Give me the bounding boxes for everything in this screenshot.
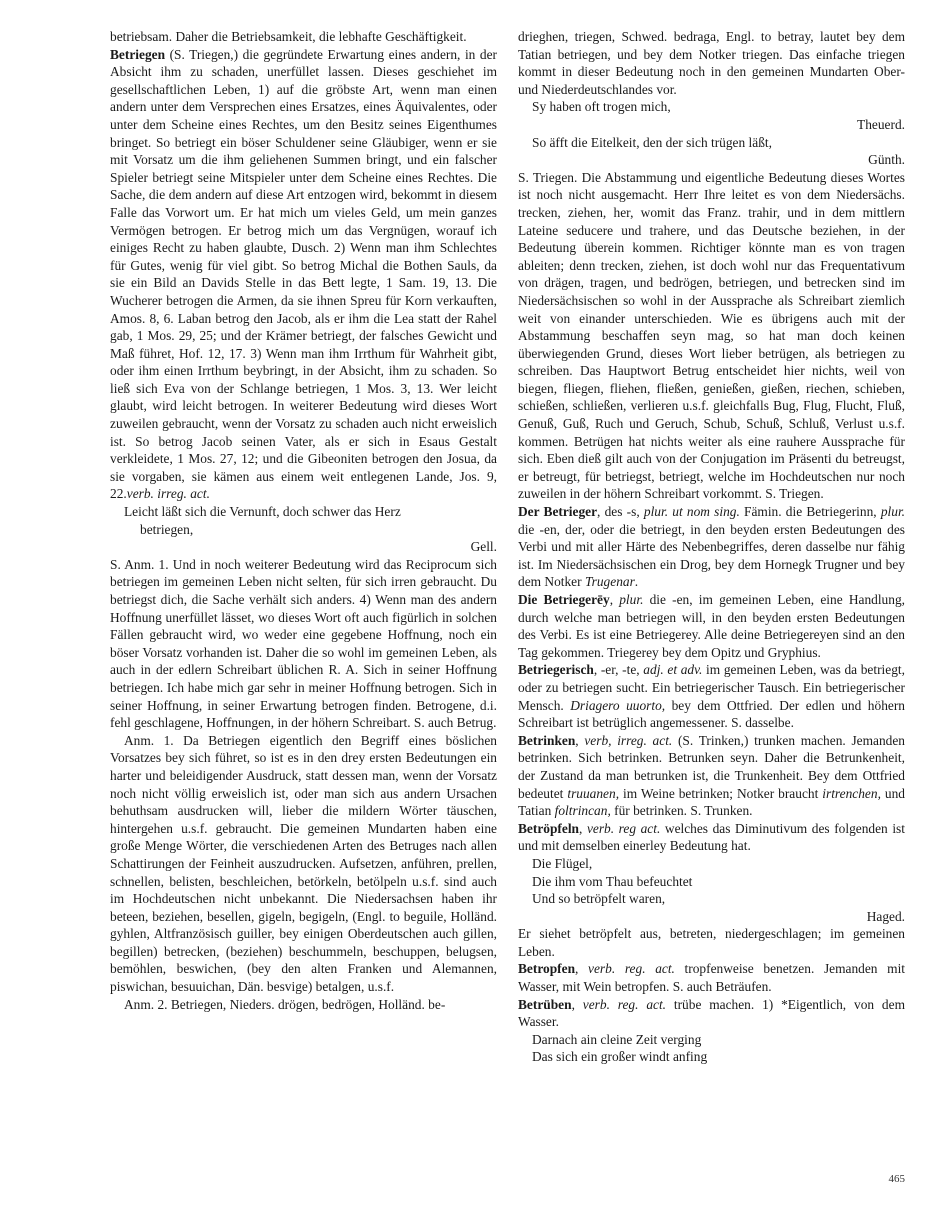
entry-text: ,: [575, 732, 585, 748]
paragraph: S. Triegen. Die Abstammung und eigentliche Bedeutung dieses Wortes ist noch nicht ausgemacht. Herr Ihre leitet es von dem Niedersächs. trecken, ziehen, her, womit das Franz. trahir, und in dem mittlern Lateine seducere und trahere, und das Deutsche beziehen, in der Bedeutung überein kommen. Richtiger könnte man es von tragen ableiten; denn trecken, ziehen, ist doch wohl nur das Frequentativum von drägen, tragen, und bedrögen, betriegen, und betrecken sind im Niedersächsischen so wohl in der Aussprache als Schreibart ziemlich weit von einander unterschieden. Wie es übrigens auch mit der Abstammung beschaffen seyn mag, so hat man doch keinen überwiegenden Grund, dieses Wort lieber betrügen, als betriegen zu schreiben. Das Hauptwort Betrug entscheidet hier nichts, weil von biegen, fliegen, fliehen, fließen, genießen, gießen, riechen, schieben, schießen, schließen, verlieren u.s.f. gleichfalls Bug, Flug, Flucht, Fluß, Genuß, Guß, Ruch und Geruch, Schub, Schuß, Schluß, Verlust u.s.f. kommen. Betrügen hat nichts weiter als eine rauhere Aussprache für sich. Eben dieß gilt auch von der Conjugation im Präsenti du betreugst, er betreugt, für betriegst, betriegt, welche im Hochdeutschen nur noch zuweilen in der höhern Schreibart vorkommt. S. Triegen.: [518, 169, 905, 502]
verse-line: Die Flügel,: [532, 855, 593, 871]
verse-line: Die ihm vom Thau befeuchtet: [532, 873, 693, 889]
paragraph: S. Anm. 1. Und in noch weiterer Bedeutung wird das Reciprocum sich betriegen im gemeinen Leben nicht selten, für sich irren gebraucht. Du betriegst dich, die Sache verhält sich anders. 4) Wenn man des andern Hoffnung unerfüllet lässet, wo dieses Wort oft auch figürlich in solchen Fällen gebraucht wird, wo weder eine gegebene Hoffnung, noch ein böser Vorsatz vorhanden ist. Daher die so wohl im gemeinen Leben, als auch in der edlern Schreibart üblichen R. A. Sich in seiner Hoffnung betriegen. Ich habe mich gar sehr in meiner Hoffnung betrogen. Sich in seiner Hoffnung, in seiner Erwartung betrogen finden. Betrogene, d.i. fehl geschlagene, Hoffnungen, in der höhern Schreibart. S. auch Betrug.: [110, 556, 497, 731]
entry-text: (S. Triegen,) die gegründete Erwartung eines andern, in der Absicht ihm zu schaden, unerfüllet lassen. Dieses geschiehet im gesellschaftlichen Leben, 1) auf die gröbste Art, wenn man einen andern unter dem Versprechen eines Ersatzes, eines Äquivalentes, oder unter dem Scheine eines Rechtes, um den Besitz seines Eigenthumes bringet. So betriegt ein böser Schuldener seine Gläubiger, wenn er sie mit Vorsatz um die ihm geliehenen Summen bringt, und ein falscher Spieler betriegt seine Mitspieler unter dem Scheine eines Rechtes. Die Sache, die dem andern auf diese Art entzogen wird, bekommt in diesem Falle das Vorwort um. Er hat mich um vieles Geld, um mein ganzes Vermögen betrogen. Er betrog mich um das Vergnügen, worauf ich einiges Recht zu haben glaubte, Dusch. 2) Wenn man ihm Schlechtes für Gutes, wenig für viel gibt. So betrog Michal die Bothen Sauls, da sie ein Bild an Davids Stelle in das Bett legte, 1 Sam. 19, 13. Die Wucherer betrogen die Armen, da sie ihnen Spreu für Korn verkauften, Amos. 8, 6. Laban betrog den Jacob, als er ihm die Lea statt der Rahel gab, 1 Mos. 29, 25; und der Krämer betriegt, der falsches Gewicht und Maß führet, Hof. 12, 17. 3) Wenn man ihm Irrthum für Wahrheit gibt, oder ihm einen Irrthum beybringt, in der Absicht, ihm zu schaden. So ließ sich Eva von der Schlange betriegen, 1 Mos. 3, 13. Wer leicht glaubt, wird leicht betrogen. In weiterer Bedeutung wird dieses Wort zuweilen gebraucht, wenn der Vorsatz zu schaden auch nicht erweislich ist. So betrog Jacob seinen Vater, als er sich in Esaus Gestalt verkleidete, 1 Mos. 27, 12; und die Gibeoniten betrogen den Josua, da sie vorgaben, sie kämen aus einem weit entlegenen Lande, Jos. 9, 22.: [110, 46, 497, 502]
entry-text: im Weine betrinken; Notker braucht: [619, 785, 823, 801]
quote-attribution: Haged.: [866, 908, 905, 924]
grammar-note: irtrenchen,: [822, 785, 881, 801]
quote-attribution: Günth.: [868, 152, 905, 168]
entry-text: ,: [579, 820, 587, 836]
entry-text: , des -s,: [597, 504, 644, 520]
paragraph: drieghen, triegen, Schwed. bedraga, Engl. to betray, lautet bey dem Tatian betriegen, und bey dem Notker triegen. Das einfache triegen kommt in dieser Bedeutung noch in den gemeinen Mundarten Ober- und Niederdeutschlandes vor.: [518, 29, 905, 97]
entry-text: Fämin. die Betriegerinn,: [739, 504, 881, 520]
verse-continuation: betriegen,: [140, 521, 194, 537]
entry-headword: Betröpfeln: [518, 820, 579, 836]
grammar-note: plur.: [619, 592, 644, 607]
dictionary-entry: [518, 996, 905, 1031]
verse-line: Sy haben oft trogen mich,: [532, 99, 671, 115]
paragraph: betriebsam. Daher die Betriebsamkeit, die lebhafte Geschäftigkeit.: [110, 29, 467, 44]
grammar-note: adj. et adv.: [643, 662, 703, 678]
entry-headword: Betrinken: [518, 732, 576, 748]
grammar-note: verb, irreg. act.: [584, 732, 673, 748]
entry-text: .: [634, 574, 639, 590]
verse-line: So äfft die Eitelkeit, den der sich trügen läßt,: [532, 134, 772, 150]
verse-line: Und so betröpfelt waren,: [532, 891, 666, 907]
entry-text: im gemeinen Leben, was da betriegt, oder zu betriegen sucht. Ein betriegerischer Tausch. Ein betriegerischer Mensch.: [518, 662, 905, 713]
dictionary-entry: [110, 46, 497, 503]
annotation-paragraph: Anm. 1. Da Betriegen eigentlich den Begriff eines böslichen Vorsatzes bey sich führet, so ist es in den drey ersten Bedeutungen ein harter und beleidigender Ausdruck, statt dessen man, wenn der Vorsatz noch nicht völlig erweislich ist, oder man sich aus andern Ursachen behuthsam ausdrucken will, lieber die mildern Wörter täuschen, hintergehen u.s.f. gebraucht. Die gemeinen Mundarten haben eine große Menge Wörter, die verschiedenen Arten des Betruges nach allen Schattirungen der Feinheit auszudrucken. Aufsetzen, anführen, prellen, schnellen, belisten, beschleichen, betörkeln, betölpeln u.s.f. sind auch im Hochdeutschen nicht unbekannt. Die Niedersachsen haben ihr beteen, beziehen, besellen, gigeln, begigeln, (Engl. to beguile, Holländ. gyhlen, Altfranzösisch guiller, bey einigen Oberdeutschen auch gillen, begillen) betrecken, (beziehen) beschummeln, beschuppen, belugsen, bemöhlen, beswichen, (bey den alten Franken und Alemannen, piswichan, besuuichan, Dän. besvige) betalgen, u.s.f.: [110, 732, 497, 995]
entry-text: die -en, der, oder die betriegt, in den beyden ersten Bedeutungen des Verbi und mit aller Härte des Nebenbegriffes, deren dasselbe nur fähig ist. Im Niedersächsischen ein Drog, bey dem Hornegk Trugner und bey dem Notker: [518, 521, 905, 590]
quote-attribution: Theuerd.: [857, 116, 905, 132]
annotation-paragraph: Anm. 2. Betriegen, Nieders. drögen, bedrögen, Holländ. be-: [124, 996, 446, 1012]
grammar-note: truuanen,: [567, 785, 620, 801]
dictionary-entry: [518, 661, 905, 731]
grammar-note: verb. reg. act.: [588, 961, 675, 977]
entry-text: welches das Diminutivum des folgenden ist und mit demselben einerley Bedeutung hat.: [518, 820, 905, 854]
entry-text: ,: [571, 996, 583, 1012]
verse-line: Leicht läßt sich die Vernunft, doch schwer das Herz: [124, 504, 401, 520]
dictionary-entry: [518, 960, 905, 995]
entry-text: ,: [609, 592, 620, 607]
entry-text: (S. Trinken,) trunken machen. Jemanden betrinken. Sich betrinken. Betrunken seyn. Daher die Betrunkenheit, der Zustand da man betrunken ist, die Trunkenheit. Bey dem Ottfried bedeutet: [518, 732, 905, 801]
entry-text: bey dem Ottfried. Der edlen und höhern Schreibart ist betrüglich angemessener. S. dasselbe.: [518, 697, 905, 731]
entry-text: tropfenweise benetzen. Jemanden mit Wasser, mit Wein betropfen. S. auch Beträufen.: [518, 961, 906, 995]
dictionary-entry: [518, 820, 905, 855]
left-column: [110, 28, 497, 1013]
grammar-note: plur.: [880, 504, 906, 520]
page-number: 465: [888, 1173, 905, 1185]
verse-line: Das sich ein großer windt anfing: [532, 1049, 708, 1065]
dictionary-entry: [518, 503, 905, 591]
entry-text: für betrinken. S. Trunken.: [610, 803, 753, 819]
entry-headword: Betrüben: [518, 996, 572, 1012]
grammar-note: Driagero uuorto,: [570, 697, 666, 713]
entry-headword: Betriegerisch: [518, 662, 594, 678]
dictionary-entry: [518, 591, 905, 661]
entry-text: , -er, -te,: [593, 662, 644, 678]
entry-headword: Betropfen: [518, 961, 576, 977]
quote-attribution: Gell.: [470, 539, 497, 555]
grammar-note: verb. reg. act.: [582, 996, 667, 1012]
entry-headword: Die Betriegerēy: [518, 592, 610, 607]
grammar-note: Trugenar: [584, 574, 635, 590]
entry-text: und Tatian: [518, 785, 905, 819]
grammar-note: foltrincan,: [554, 803, 611, 819]
grammar-note: verb. reg act.: [586, 820, 661, 836]
grammar-note: plur. ut nom sing.: [643, 504, 740, 520]
right-column: [518, 28, 905, 1066]
verse-line: Darnach ain cleine Zeit verging: [532, 1031, 702, 1047]
grammar-note: verb. irreg. act.: [126, 486, 210, 502]
paragraph: Er siehet betröpfelt aus, betreten, niedergeschlagen; im gemeinen Leben.: [518, 926, 905, 959]
entry-text: ,: [575, 961, 589, 977]
entry-text: die -en, im gemeinen Leben, eine Handlung, durch welche man betriegen will, in den beyden ersten Bedeutungen des Verbi. Es ist eine Betriegerey. Alle deine Betriegereyen sind an den Tag gekommen. Triegerey bey dem Opitz und Gryphius.: [518, 592, 905, 660]
entry-headword: Der Betrieger: [518, 504, 598, 520]
entry-text: trübe machen. 1) *Eigentlich, von dem Wasser.: [518, 996, 905, 1030]
entry-headword: Betriegen: [110, 46, 166, 62]
dictionary-entry: [518, 732, 905, 820]
